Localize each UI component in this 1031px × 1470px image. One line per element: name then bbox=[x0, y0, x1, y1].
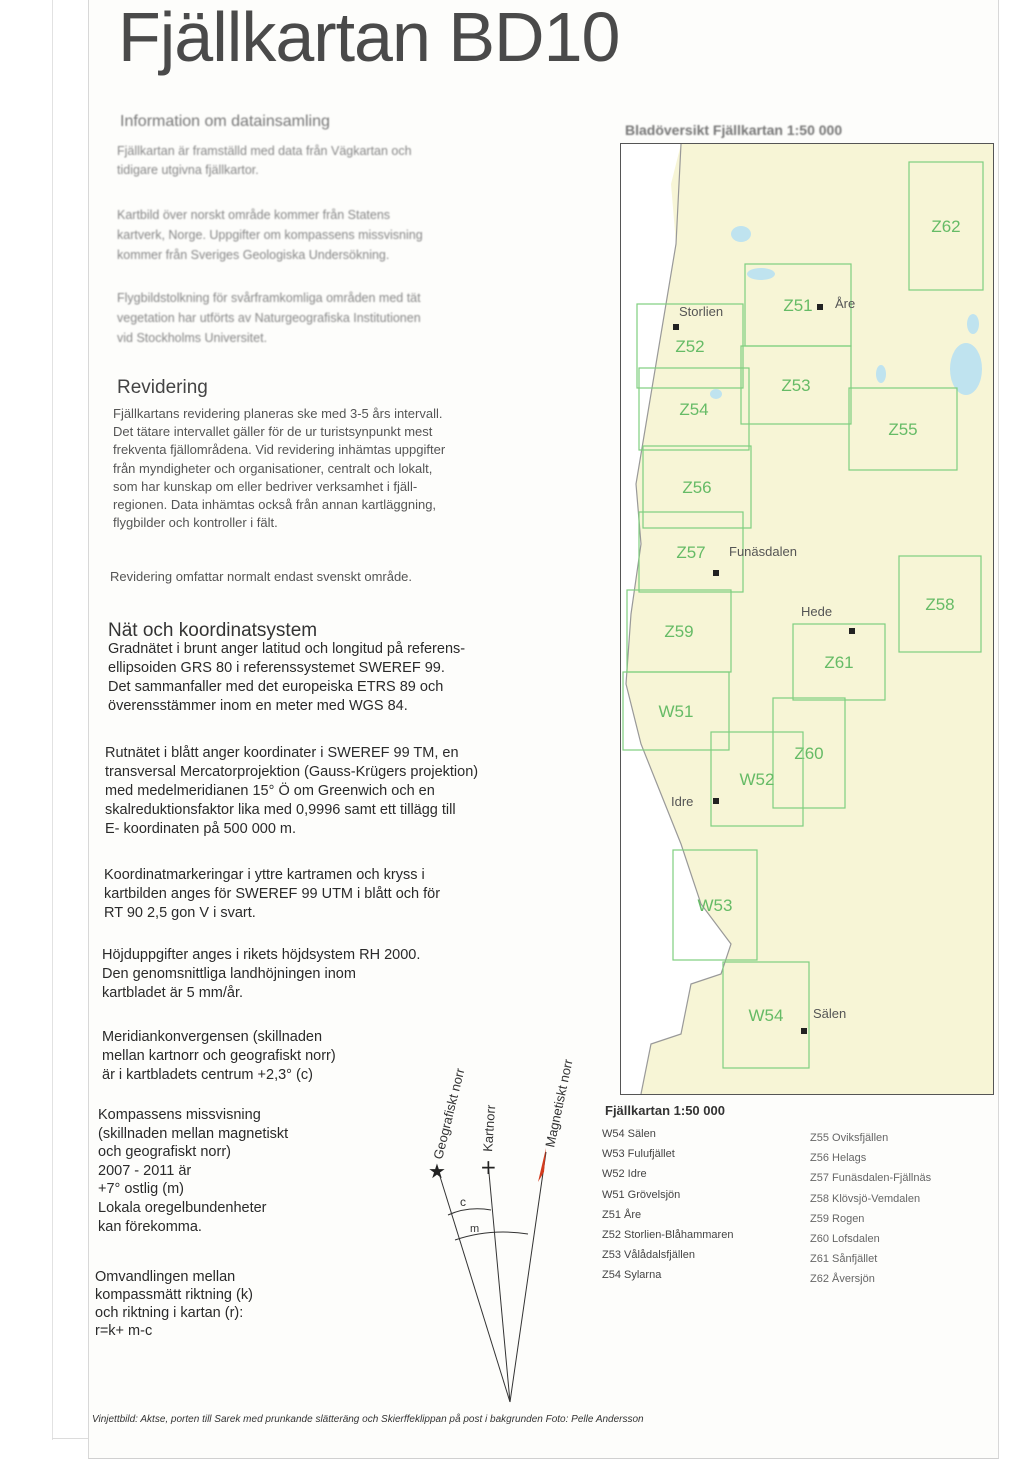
sheet-label-z51: Z51 bbox=[783, 296, 813, 315]
sheet-label-w52: W52 bbox=[739, 770, 775, 789]
map-title: Bladöversikt Fjällkartan 1:50 000 bbox=[625, 122, 843, 138]
photo-caption: Vinjettbild: Aktse, porten till Sarek med prunkande slätteräng och Skierffeklippan på post i bakgrunden Foto: Pelle Andersson bbox=[92, 1414, 644, 1425]
text-line: Flygbildstolkning för svårframkomliga områden med tät bbox=[117, 291, 421, 305]
text-line: (skillnaden mellan magnetiskt bbox=[98, 1125, 289, 1142]
lake bbox=[731, 226, 751, 242]
c-arc bbox=[448, 1209, 491, 1215]
sheet-label-z59: Z59 bbox=[664, 622, 694, 641]
text-line: Kompassens missvisning bbox=[98, 1107, 261, 1123]
legend-item: Z52 Storlien-Blåhammaren bbox=[602, 1229, 734, 1241]
m-arc bbox=[455, 1232, 528, 1240]
text-line: och riktning i kartan (r): bbox=[95, 1305, 244, 1321]
nat-heading: Nät och koordinatsystem bbox=[108, 620, 318, 641]
page-edge-left bbox=[52, 0, 53, 1440]
text-line: från myndigheter och organisationer, centralt och lokalt, bbox=[113, 460, 433, 476]
info-heading: Information om datainsamling bbox=[120, 113, 330, 130]
text-line: skalreduktionsfaktor lika med 0,9996 samt ett tillägg till bbox=[105, 802, 456, 818]
legend-item: W51 Grövelsjön bbox=[602, 1188, 681, 1201]
lake bbox=[950, 343, 982, 395]
text-line: kompassmätt riktning (k) bbox=[95, 1287, 253, 1303]
text-line: E- koordinaten på 500 000 m. bbox=[105, 821, 297, 837]
place-marker bbox=[849, 628, 855, 634]
place-marker bbox=[673, 324, 679, 330]
text-line: +7° ostlig (m) bbox=[98, 1181, 184, 1198]
place-label: Storlien bbox=[679, 304, 724, 319]
sheet-overview-map bbox=[620, 143, 994, 1095]
mag-north-line bbox=[510, 1152, 546, 1402]
text-line: kan förekomma. bbox=[98, 1218, 202, 1235]
legend-item: Z62 Åversjön bbox=[810, 1273, 875, 1286]
text-line: kommer från Sveriges Geologiska Undersökning. bbox=[117, 248, 390, 262]
sheet-label-w51: W51 bbox=[658, 702, 694, 721]
lake bbox=[747, 268, 775, 280]
legend-item: Z54 Sylarna bbox=[602, 1269, 662, 1282]
text-line: Omvandlingen mellan bbox=[95, 1269, 236, 1285]
place-label: Åre bbox=[835, 296, 856, 311]
kart-north-label: Kartnorr bbox=[480, 1104, 499, 1153]
place-label: Sälen bbox=[813, 1006, 847, 1021]
place-marker bbox=[713, 570, 719, 576]
text-line: frekventa fjällområdena. Vid revidering inhämtas uppgifter bbox=[113, 442, 446, 458]
sheet-label-w53: W53 bbox=[697, 896, 733, 915]
text-line: r=k+ m-c bbox=[95, 1323, 153, 1339]
legend-item: Z51 Åre bbox=[602, 1208, 642, 1221]
sheet-label-z54: Z54 bbox=[679, 400, 709, 419]
place-marker bbox=[817, 304, 823, 310]
text-line: ellipsoiden GRS 80 i referenssystemet SWEREF 99. bbox=[108, 660, 445, 676]
legend-item: Z58 Klövsjö-Vemdalen bbox=[810, 1192, 921, 1205]
sheet-label-z60: Z60 bbox=[794, 744, 824, 763]
text-line: flygbilder och kontroller i fält. bbox=[113, 515, 278, 531]
text-line: Kartbild över norskt område kommer från Statens bbox=[117, 208, 391, 222]
place-label: Funäsdalen bbox=[729, 544, 797, 559]
legend-item: Z56 Helags bbox=[810, 1152, 867, 1165]
text-line: Revidering omfattar normalt endast svenskt område. bbox=[110, 569, 413, 584]
c-label: c bbox=[460, 1195, 466, 1209]
text-line: Rutnätet i blått anger koordinater i SWEREF 99 TM, en bbox=[105, 745, 459, 761]
text-line: Meridiankonvergensen (skillnaden bbox=[102, 1029, 323, 1045]
text-line: som har kunskap om eller bedriver verksamhet i fjäll- bbox=[113, 478, 418, 494]
sheet-label-z56: Z56 bbox=[682, 478, 712, 497]
page-title: Fjällkartan BD10 bbox=[118, 0, 620, 76]
mag-north-label: Magnetiskt norr bbox=[542, 1057, 576, 1149]
text-line: kartbilden anges för SWEREF 99 UTM i blått och för bbox=[104, 886, 441, 902]
land-area bbox=[626, 144, 993, 1094]
text-line: Lokala oregelbundenheter bbox=[98, 1200, 267, 1216]
text-line: tidigare utgivna fjällkartor. bbox=[117, 163, 259, 177]
text-line: mellan kartnorr och geografiskt norr) bbox=[102, 1048, 336, 1064]
legend-title: Fjällkartan 1:50 000 bbox=[605, 1103, 725, 1118]
text-line: Gradnätet i brunt anger latitud och longitud på referens- bbox=[108, 641, 466, 657]
sheet-label-z57: Z57 bbox=[676, 543, 706, 562]
text-line: Det sammanfaller med det europeiska ETRS 89 och bbox=[108, 679, 444, 695]
text-line: Den genomsnittliga landhöjningen inom bbox=[102, 966, 356, 982]
place-label: Hede bbox=[801, 604, 833, 619]
place-label: Idre bbox=[671, 794, 694, 809]
star-icon: ★ bbox=[428, 1159, 446, 1183]
text-line: kartbladet är 5 mm/år. bbox=[102, 985, 244, 1001]
sheet-label-z62: Z62 bbox=[931, 217, 961, 236]
sheet-label-z53: Z53 bbox=[781, 376, 811, 395]
sheet-label-z55: Z55 bbox=[888, 420, 918, 439]
sheet-label-z52: Z52 bbox=[675, 337, 705, 356]
legend-item: Z61 Sånfjället bbox=[810, 1253, 878, 1266]
text-line: Det tätare intervallet gäller för de ur turistsynpunkt mest bbox=[113, 424, 433, 440]
text-line: 2007 - 2011 är bbox=[98, 1162, 192, 1179]
lake bbox=[876, 365, 886, 383]
legend-item: Z53 Vålådalsfjällen bbox=[602, 1249, 695, 1262]
legend-item: W54 Sälen bbox=[602, 1128, 656, 1140]
cross-icon: + bbox=[480, 1155, 497, 1179]
legend-item: Z57 Funäsdalen-Fjällnäs bbox=[810, 1172, 932, 1185]
place-marker bbox=[801, 1028, 807, 1034]
text-line: vid Stockholms Universitet. bbox=[117, 331, 268, 345]
lake bbox=[710, 389, 722, 399]
text-line: Fjällkartans revidering planeras ske med 3-5 års intervall. bbox=[113, 406, 443, 421]
legend-item: Z55 Oviksfjällen bbox=[810, 1132, 889, 1144]
text-line: regionen. Data inhämtas också från annan kartläggning, bbox=[113, 497, 437, 512]
legend-item: W53 Fulufjället bbox=[602, 1148, 675, 1161]
text-line: vegetation har utförts av Naturgeografiska Institutionen bbox=[117, 311, 421, 325]
text-line: med medelmeridianen 15° Ö om Greenwich och en bbox=[105, 783, 435, 799]
text-line: och geografiskt norr) bbox=[98, 1144, 231, 1161]
map-svg bbox=[621, 144, 993, 1094]
sheet-label-w54: W54 bbox=[748, 1006, 784, 1025]
legend-item: Z60 Lofsdalen bbox=[810, 1233, 880, 1245]
text-line: Koordinatmarkeringar i yttre kartramen och kryss i bbox=[104, 867, 425, 883]
text-line: överensstämmer inom en meter med WGS 84. bbox=[108, 698, 408, 714]
legend-item: W52 Idre bbox=[602, 1168, 647, 1181]
text-line: Höjduppgifter anges i rikets höjdsystem RH 2000. bbox=[102, 947, 421, 963]
text-line: RT 90 2,5 gon V i svart. bbox=[104, 905, 256, 921]
sheet-label-z58: Z58 bbox=[925, 595, 955, 614]
sheet-label-z61: Z61 bbox=[824, 653, 854, 672]
text-line: transversal Mercatorprojektion (Gauss-Krügers projektion) bbox=[105, 764, 479, 780]
m-label: m bbox=[470, 1223, 480, 1235]
lake bbox=[967, 314, 979, 334]
text-line: Fjällkartan är framställd med data från Vägkartan och bbox=[117, 144, 412, 158]
place-marker bbox=[713, 798, 719, 804]
text-line: kartverk, Norge. Uppgifter om kompassens missvisning bbox=[117, 228, 423, 242]
revidering-heading: Revidering bbox=[117, 377, 208, 398]
north-directions-diagram bbox=[410, 1010, 590, 1410]
legend-item: Z59 Rogen bbox=[810, 1212, 865, 1225]
geo-north-label: Geografiskt norr bbox=[430, 1066, 468, 1161]
text-line: är i kartbladets centrum +2,3° (c) bbox=[102, 1067, 313, 1083]
